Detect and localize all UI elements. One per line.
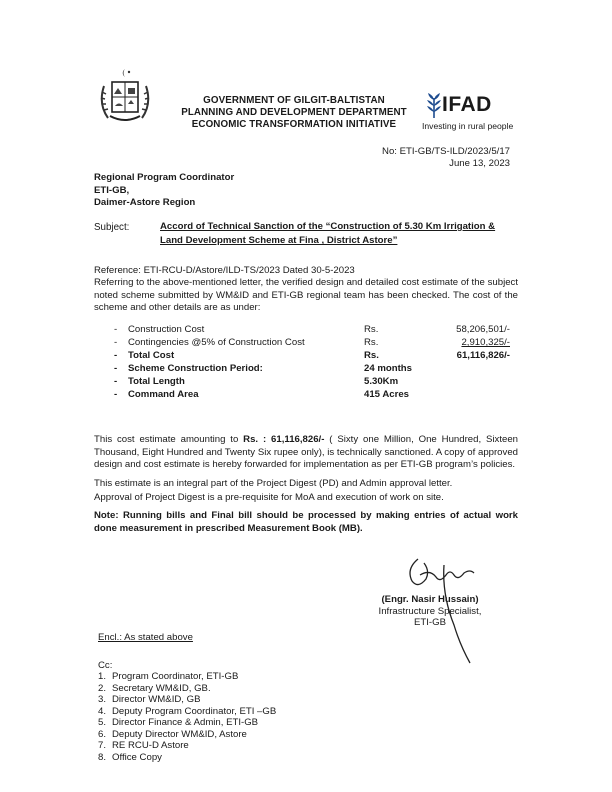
cc-item-text: Deputy Director WM&ID, Astore bbox=[112, 728, 247, 740]
item-label: Construction Cost bbox=[128, 324, 205, 335]
item-label: Contingencies @5% of Construction Cost bbox=[128, 337, 305, 349]
addressee-block bbox=[94, 172, 234, 210]
cc-item: 7. RE RCU-D Astore bbox=[98, 740, 189, 751]
item-label: Command Area bbox=[128, 389, 199, 401]
cc-item-text: Deputy Program Coordinator, ETI –GB bbox=[112, 705, 277, 717]
item-value: 58,206,501/- bbox=[456, 324, 510, 335]
cc-item-text: Office Copy bbox=[112, 751, 162, 763]
cc-item: 2. Secretary WM&ID, GB. bbox=[98, 682, 211, 694]
enclosure-line: Encl.: As stated above bbox=[98, 632, 193, 643]
letterhead bbox=[180, 95, 408, 131]
item-label: Scheme Construction Period: bbox=[128, 363, 263, 375]
item-dash: - bbox=[114, 324, 118, 335]
cc-item: 8. Office Copy bbox=[98, 751, 162, 763]
item-value: 5.30Km bbox=[364, 376, 399, 388]
item-construction-cost bbox=[114, 324, 514, 337]
subject-text: Accord of Technical Sanction of the “Construction of 5.30 Km Irrigation & Land Development Scheme at Fina , District Astore” bbox=[160, 221, 496, 246]
item-total-length bbox=[114, 376, 514, 389]
cc-item-text: Secretary WM&ID, GB. bbox=[112, 682, 211, 694]
cc-label: Cc: bbox=[98, 660, 113, 671]
sanction-text-post: ( Sixty one Million, One Hundred, Sixteen Thousand, Eight Hundred and Twenty Six rupee only), is technically sanctioned. A copy of approved design and cost estimate is hereby forwarded for implementation as per ETI-GB program’s policies. bbox=[94, 434, 518, 470]
reference-number: No: ETI-GB/TS-ILD/2023/5/17 bbox=[382, 146, 510, 157]
item-dash: - bbox=[114, 350, 118, 362]
cost-details-list bbox=[114, 324, 514, 403]
addressee-org: ETI-GB, bbox=[94, 184, 130, 196]
paragraph-intro: Referring to the above-mentioned letter, the verified design and detailed cost estimate of the subject noted scheme submitted by WM&ID and ETI-GB regional team has been checked. The cost of the scheme and other details are as under: bbox=[94, 277, 518, 313]
cc-list bbox=[98, 671, 276, 763]
sanction-amount: Rs. : 61,116,826/- bbox=[243, 434, 325, 445]
wheat-icon bbox=[424, 92, 444, 118]
signer-name: (Engr. Nasir Hussain) bbox=[381, 594, 479, 605]
item-contingencies bbox=[114, 337, 514, 350]
item-command-area bbox=[114, 389, 514, 402]
item-construction-period bbox=[114, 363, 514, 376]
header-line-government: GOVERNMENT OF GILGIT-BALTISTAN bbox=[203, 95, 385, 106]
subject-label: Subject: bbox=[94, 222, 130, 233]
reference-line: Reference: ETI-RCU-D/Astore/ILD-TS/2023 Dated 30-5-2023 bbox=[94, 265, 355, 276]
item-value: 2,910,325/- bbox=[461, 337, 510, 349]
item-currency: Rs. bbox=[364, 350, 379, 362]
item-label: Total Length bbox=[128, 376, 185, 388]
government-seal-logo bbox=[94, 66, 156, 128]
item-total-cost bbox=[114, 350, 514, 363]
addressee-title: Regional Program Coordinator bbox=[94, 172, 235, 183]
header-line-initiative: ECONOMIC TRANSFORMATION INITIATIVE bbox=[191, 119, 397, 130]
ifad-wordmark: IFAD bbox=[442, 93, 492, 116]
cc-item-text: RE RCU-D Astore bbox=[112, 740, 189, 751]
item-value: 61,116,826/- bbox=[456, 350, 510, 362]
addressee-region: Daimer-Astore Region bbox=[94, 197, 196, 208]
item-value: 415 Acres bbox=[364, 389, 409, 401]
ifad-logo bbox=[424, 92, 524, 118]
cc-item-text: Program Coordinator, ETI-GB bbox=[112, 671, 239, 682]
item-dash: - bbox=[114, 376, 118, 388]
item-value: 24 months bbox=[364, 363, 412, 375]
sanction-text-pre: This cost estimate amounting to bbox=[94, 434, 244, 445]
item-dash: - bbox=[114, 363, 118, 375]
signer-title: Infrastructure Specialist, bbox=[378, 605, 482, 617]
item-currency: Rs. bbox=[364, 324, 379, 335]
signer-org: ETI-GB bbox=[414, 617, 446, 628]
paragraph-approval: Approval of Project Digest is a pre-requisite for MoA and execution of work on site. bbox=[94, 492, 444, 503]
signer-block bbox=[360, 594, 500, 629]
cc-item: 6. Deputy Director WM&ID, Astore bbox=[98, 728, 247, 740]
cc-item: 1. Program Coordinator, ETI-GB bbox=[98, 671, 239, 682]
item-label: Total Cost bbox=[128, 350, 175, 362]
cc-item-text: Director Finance & Admin, ETI-GB bbox=[112, 717, 259, 728]
cc-item: 5. Director Finance & Admin, ETI-GB bbox=[98, 717, 259, 728]
header-line-department: PLANNING AND DEVELOPMENT DEPARTMENT bbox=[181, 107, 407, 118]
ifad-tagline: Investing in rural people bbox=[422, 121, 514, 131]
item-dash: - bbox=[114, 389, 118, 401]
cc-item: 3. Director WM&ID, GB bbox=[98, 694, 201, 705]
paragraph-sanction bbox=[94, 434, 518, 472]
cc-item-text: Director WM&ID, GB bbox=[112, 694, 201, 705]
item-currency: Rs. bbox=[364, 337, 379, 349]
item-dash: - bbox=[114, 337, 118, 349]
cc-item: 4. Deputy Program Coordinator, ETI –GB bbox=[98, 705, 277, 717]
note-paragraph: Note: Running bills and Final bill should be processed by making entries of actual work done measurement in prescribed Measurement Book (MB). bbox=[94, 510, 518, 534]
reference-block bbox=[382, 146, 510, 169]
paragraph-digest: This estimate is an integral part of the Project Digest (PD) and Admin approval letter. bbox=[94, 478, 453, 489]
letter-date: June 13, 2023 bbox=[449, 157, 510, 169]
